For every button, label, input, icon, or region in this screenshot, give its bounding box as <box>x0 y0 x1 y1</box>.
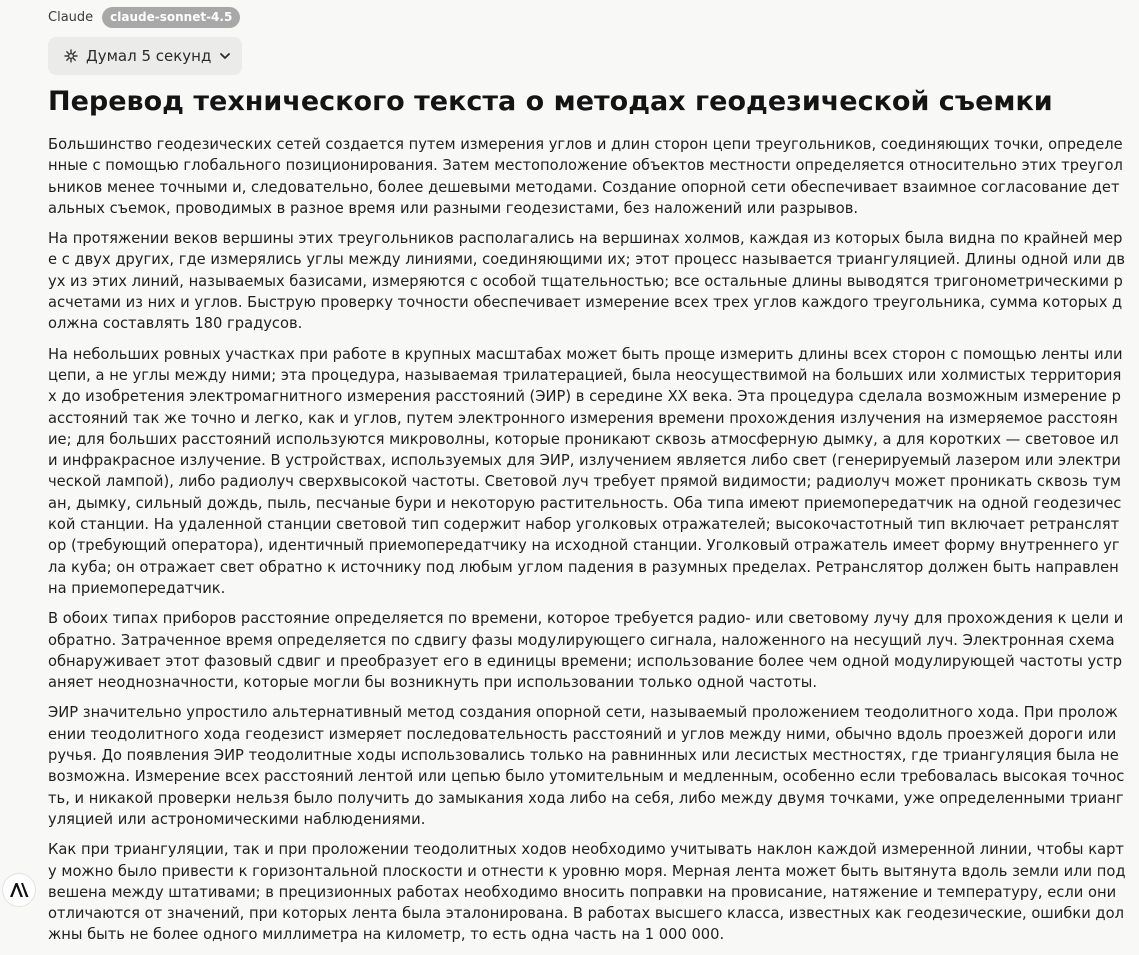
chevron-down-icon <box>219 50 231 62</box>
paragraph: Большинство геодезических сетей создается путем измерения углов и длин сторон цепи треугольников, соединяющих точки, определенные с помощью глобального позиционирования. Затем местоположение объектов местности определяется относительно этих треугольников менее точными и, следовательно, более дешевыми методами. Создание опорной сети обеспечивает взаимное согласование детальных съемок, проводимых в разное время или разными геодезистами, без наложений или разрывов. <box>48 136 1123 217</box>
paragraph: Как при триангуляции, так и при проложении теодолитных ходов необходимо учитывать наклон каждой измеренной линии, чтобы карту можно было привести к горизонтальной плоскости и отнести к уровню моря. Мерная лента может быть вытянута вдоль земли или подвешена между штативами; в прецизионных работах необходимо вносить поправки на провисание, натяжение и температуру, если они отличаются от значений, при которых лента была эталонирована. В работах высшего класса, известных как геодезические, ошибки должны быть не более одного миллиметра на километр, то есть одна часть на 1 000 000. <box>48 841 1126 944</box>
model-badge: claude-sonnet-4.5 <box>102 7 240 28</box>
paragraph: ЭИР значительно упростило альтернативный метод создания опорной сети, называемый проложением теодолитного хода. При проложении теодолитного хода геодезист измеряет последовательность расстояний и углов между ними, обычно вдоль проезжей дороги или ручья. До появления ЭИР теодолитные ходы использовались только на равнинных или лесистых местностях, где триангуляция была невозможна. Измерение всех расстояний лентой или цепью было утомительным и медленным, особенно если требовалась высокая точность, и никакой проверки нельзя было получить до замыкания хода либо на себя, либо между двумя точками, уже определенными триангуляцией или астрономическими наблюдениями. <box>48 704 1125 828</box>
thinking-label: Думал 5 секунд <box>86 47 212 65</box>
article-title: Перевод технического текста о методах геодезической съемки <box>48 86 1053 117</box>
article-body <box>48 134 1126 955</box>
thinking-icon <box>64 49 78 63</box>
paragraph: На небольших ровных участках при работе в крупных масштабах может быть проще измерить длины всех сторон с помощью ленты или цепи, а не углы между ними; эта процедура, называемая трилатерацией, была неосуществимой на больших или холмистых территориях до изобретения электромагнитного измерения расстояний (ЭИР) в середине XX века. Эта процедура сделала возможным измерение расстояний так же точно и легко, как и углов, путем электронного измерения времени прохождения излучения на измеряемое расстояние; для больших расстояний используются микроволны, которые проникают сквозь атмосферную дымку, а для коротких — световое или инфракрасное излучение. В устройствах, используемых для ЭИР, излучением является либо свет (генерируемый лазером или электрической лампой), либо радиолуч сверхвысокой частоты. Световой луч требует прямой видимости; радиолуч может проникать сквозь туман, дымку, сильный дождь, пыль, песчаные бури и некоторую растительность. Оба типа имеют приемопередатчик на одной геодезической станции. На удаленной станции световой тип содержит набор уголковых отражателей; высокочастотный тип включает ретранслятор (требующий оператора), идентичный приемопередатчику на исходной станции. Уголковый отражатель имеет форму внутреннего угла куба; он отражает свет обратно к источнику под любым углом падения в разумных пределах. Ретранслятор должен быть направлен на приемопередатчик. <box>48 345 1123 597</box>
paragraph: В обоих типах приборов расстояние определяется по времени, которое требуется радио- или световому лучу для прохождения к цели и обратно. Затраченное время определяется по сдвигу фазы модулирующего сигнала, наложенного на несущий луч. Электронная схема обнаруживает этот фазовый сдвиг и преобразует его в единицы времени; использование более чем одной модулирующей частоты устраняет неоднозначности, которые могли бы возникнуть при использовании только одной частоты. <box>48 610 1124 692</box>
anthropic-logo-icon[interactable] <box>2 873 36 907</box>
message-header <box>48 7 240 28</box>
assistant-name: Claude <box>48 10 94 25</box>
paragraph: На протяжении веков вершины этих треугольников располагались на вершинах холмов, каждая из которых была видна по крайней мере с двух других, где измерялись углы между линиями, соединяющими их; этот процесс называется триангуляцией. Длины одной или двух из этих линий, называемых базисами, измеряются с особой тщательностью; все остальные длины выводятся тригонометрическими расчетами из них и углов. Быструю проверку точности обеспечивает измерение всех трех углов каждого треугольника, сумма которых должна составлять 180 градусов. <box>48 230 1125 333</box>
thinking-toggle-button[interactable] <box>48 37 242 75</box>
